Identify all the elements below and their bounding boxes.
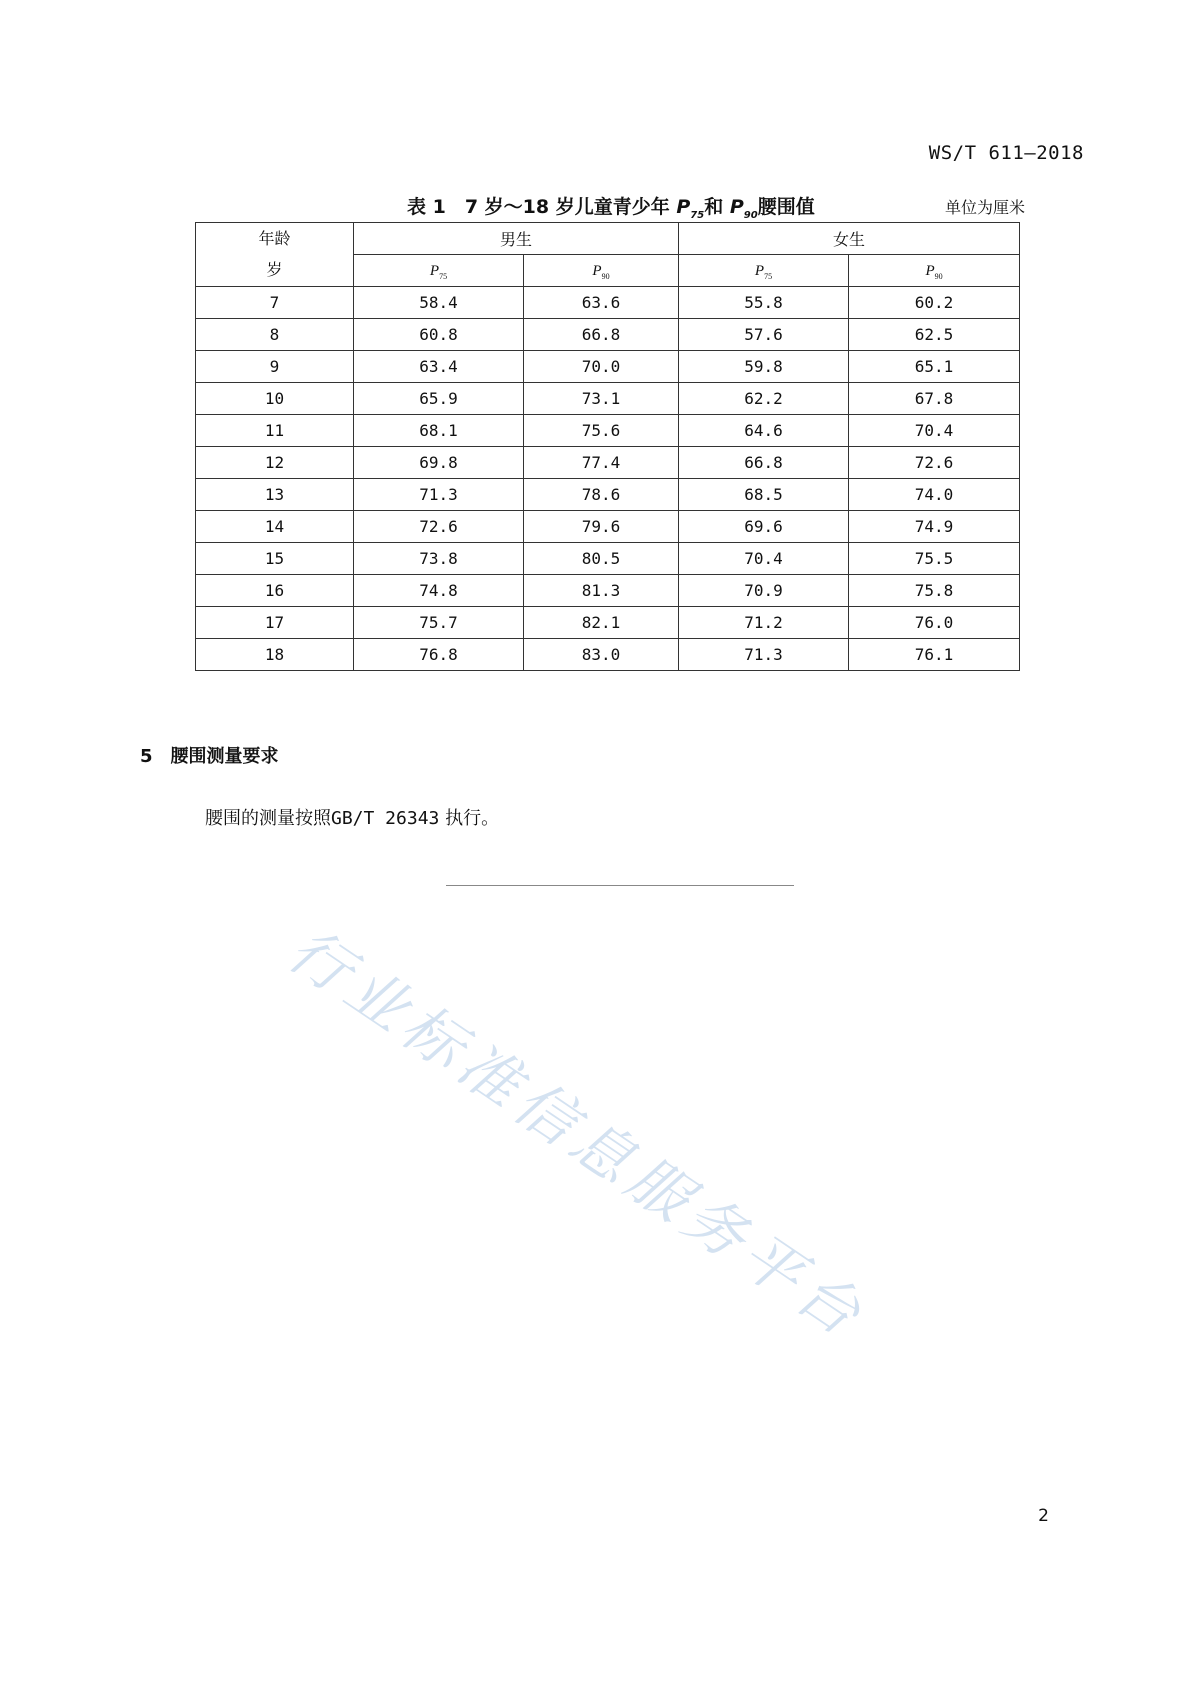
table-title-p90-letter: P bbox=[729, 196, 744, 218]
table-title-p75-sub: 75 bbox=[690, 209, 705, 221]
female-p75-cell: 70.4 bbox=[679, 543, 849, 575]
male-header: 男生 bbox=[354, 223, 679, 255]
age-cell: 16 bbox=[196, 575, 354, 607]
table-row bbox=[196, 383, 1020, 415]
female-p75-cell: 71.3 bbox=[679, 639, 849, 671]
female-p75-cell: 69.6 bbox=[679, 511, 849, 543]
age-column-header bbox=[196, 223, 354, 287]
female-p75-cell: 64.6 bbox=[679, 415, 849, 447]
age-cell: 10 bbox=[196, 383, 354, 415]
male-p90-cell: 73.1 bbox=[524, 383, 679, 415]
table-row bbox=[196, 319, 1020, 351]
table-header-row-1 bbox=[196, 223, 1020, 255]
male-p90-cell: 79.6 bbox=[524, 511, 679, 543]
female-p75-cell: 71.2 bbox=[679, 607, 849, 639]
document-code: WS/T 611—2018 bbox=[928, 142, 1084, 164]
table-row bbox=[196, 287, 1020, 319]
table-title-p90-sub: 90 bbox=[743, 209, 758, 221]
male-p75-cell: 73.8 bbox=[354, 543, 524, 575]
female-p90-header bbox=[849, 255, 1020, 287]
female-header: 女生 bbox=[679, 223, 1020, 255]
table-row bbox=[196, 351, 1020, 383]
table-unit: 单位为厘米 bbox=[944, 198, 1025, 217]
female-p90-cell: 60.2 bbox=[849, 287, 1020, 319]
female-p90-cell: 70.4 bbox=[849, 415, 1020, 447]
table-title-prefix: 表 1 7 岁～18 岁儿童青少年 bbox=[407, 196, 677, 218]
male-p75-cell: 68.1 bbox=[354, 415, 524, 447]
pct-sub: 90 bbox=[934, 272, 943, 281]
male-p90-cell: 70.0 bbox=[524, 351, 679, 383]
age-cell: 7 bbox=[196, 287, 354, 319]
table-row bbox=[196, 607, 1020, 639]
age-cell: 15 bbox=[196, 543, 354, 575]
table-title bbox=[407, 192, 815, 221]
male-p90-cell: 82.1 bbox=[524, 607, 679, 639]
pct-sub: 90 bbox=[601, 272, 610, 281]
female-p75-header bbox=[679, 255, 849, 287]
page-number: 2 bbox=[1038, 1506, 1049, 1526]
age-cell: 8 bbox=[196, 319, 354, 351]
female-p75-cell: 59.8 bbox=[679, 351, 849, 383]
female-p75-cell: 68.5 bbox=[679, 479, 849, 511]
pct-letter: P bbox=[925, 263, 935, 279]
male-p75-cell: 69.8 bbox=[354, 447, 524, 479]
age-cell: 17 bbox=[196, 607, 354, 639]
female-p90-cell: 75.8 bbox=[849, 575, 1020, 607]
male-p75-cell: 76.8 bbox=[354, 639, 524, 671]
male-p75-cell: 58.4 bbox=[354, 287, 524, 319]
female-p90-cell: 74.0 bbox=[849, 479, 1020, 511]
table-row bbox=[196, 447, 1020, 479]
pct-letter: P bbox=[754, 263, 765, 279]
table-row bbox=[196, 543, 1020, 575]
female-p75-cell: 66.8 bbox=[679, 447, 849, 479]
male-p90-header bbox=[524, 255, 679, 287]
table-row bbox=[196, 511, 1020, 543]
male-p75-cell: 60.8 bbox=[354, 319, 524, 351]
pct-sub: 75 bbox=[439, 272, 448, 281]
table-row bbox=[196, 575, 1020, 607]
age-cell: 12 bbox=[196, 447, 354, 479]
table-row bbox=[196, 479, 1020, 511]
table-title-suffix: 腰围值 bbox=[757, 196, 815, 218]
body-prefix: 腰围的测量按照 bbox=[205, 808, 331, 829]
female-p75-cell: 57.6 bbox=[679, 319, 849, 351]
male-p75-cell: 74.8 bbox=[354, 575, 524, 607]
male-p90-cell: 66.8 bbox=[524, 319, 679, 351]
section-body bbox=[205, 804, 499, 830]
pct-letter: P bbox=[429, 263, 440, 279]
section-number: 5 bbox=[140, 746, 153, 767]
female-p90-cell: 76.1 bbox=[849, 639, 1020, 671]
male-p75-cell: 75.7 bbox=[354, 607, 524, 639]
age-cell: 13 bbox=[196, 479, 354, 511]
body-suffix: 执行。 bbox=[439, 808, 500, 829]
male-p90-cell: 83.0 bbox=[524, 639, 679, 671]
table-caption-row bbox=[195, 192, 1025, 222]
female-p90-cell: 67.8 bbox=[849, 383, 1020, 415]
section-title: 腰围测量要求 bbox=[170, 746, 279, 767]
pct-letter: P bbox=[592, 263, 602, 279]
watermark: 行业标准信息服务平台 bbox=[275, 915, 879, 1354]
age-header-line-1: 年龄 bbox=[258, 229, 291, 248]
age-cell: 18 bbox=[196, 639, 354, 671]
male-p90-cell: 80.5 bbox=[524, 543, 679, 575]
male-p90-cell: 75.6 bbox=[524, 415, 679, 447]
female-p90-cell: 62.5 bbox=[849, 319, 1020, 351]
female-p90-cell: 65.1 bbox=[849, 351, 1020, 383]
male-p90-cell: 77.4 bbox=[524, 447, 679, 479]
pct-sub: 75 bbox=[764, 272, 773, 281]
table-row bbox=[196, 639, 1020, 671]
body-standard-ref: GB/T 26343 bbox=[331, 808, 440, 829]
waist-circumference-table bbox=[195, 222, 1020, 671]
age-cell: 11 bbox=[196, 415, 354, 447]
male-p75-cell: 65.9 bbox=[354, 383, 524, 415]
table-title-and: 和 bbox=[704, 196, 730, 218]
female-p75-cell: 62.2 bbox=[679, 383, 849, 415]
age-cell: 9 bbox=[196, 351, 354, 383]
male-p75-cell: 63.4 bbox=[354, 351, 524, 383]
female-p75-cell: 70.9 bbox=[679, 575, 849, 607]
female-p75-cell: 55.8 bbox=[679, 287, 849, 319]
female-p90-cell: 74.9 bbox=[849, 511, 1020, 543]
age-header-line-2: 岁 bbox=[266, 260, 283, 279]
male-p90-cell: 81.3 bbox=[524, 575, 679, 607]
age-cell: 14 bbox=[196, 511, 354, 543]
female-p90-cell: 72.6 bbox=[849, 447, 1020, 479]
section-heading bbox=[140, 742, 279, 768]
male-p75-cell: 71.3 bbox=[354, 479, 524, 511]
female-p90-cell: 75.5 bbox=[849, 543, 1020, 575]
female-p90-cell: 76.0 bbox=[849, 607, 1020, 639]
male-p75-header bbox=[354, 255, 524, 287]
male-p90-cell: 78.6 bbox=[524, 479, 679, 511]
end-rule bbox=[446, 885, 794, 886]
table-row bbox=[196, 415, 1020, 447]
male-p90-cell: 63.6 bbox=[524, 287, 679, 319]
table-title-p75-letter: P bbox=[676, 196, 691, 218]
male-p75-cell: 72.6 bbox=[354, 511, 524, 543]
